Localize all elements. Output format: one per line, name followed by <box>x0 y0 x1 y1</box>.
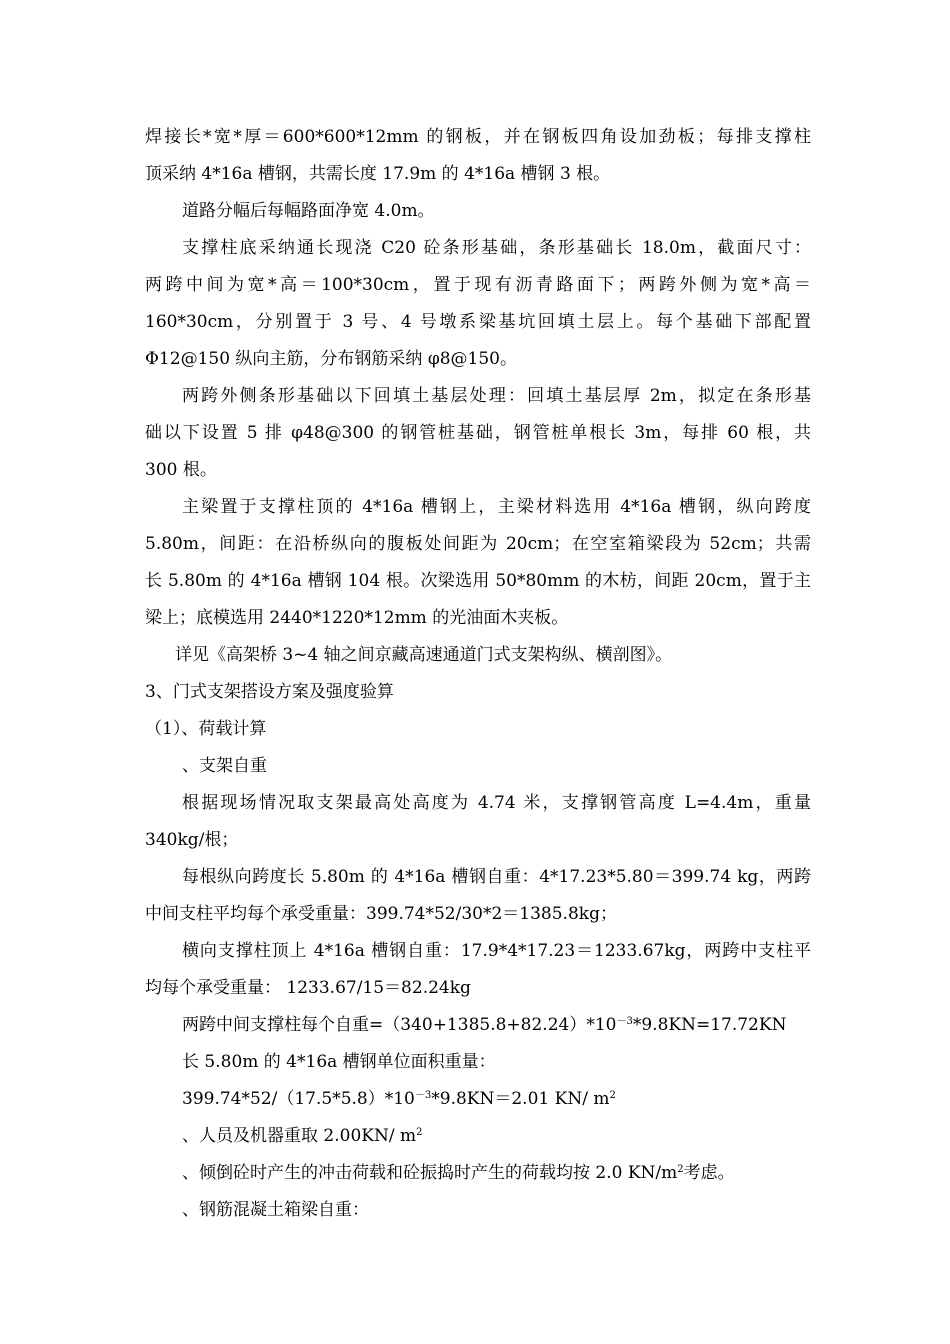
paragraph-line: 支撑柱底采纳通长现浇 C20 砼条形基础，条形基础长 18.0m，截面尺寸： <box>182 238 811 258</box>
paragraph-line: 础以下设置 5 排 φ48@300 的钢管桩基础，钢管桩单根长 3m，每排 60 根，共 <box>145 423 811 443</box>
paragraph-line: 均每个承受重量： 1233.67/15＝82.24kg <box>145 978 471 998</box>
formula-text: *9.8KN=17.72KN <box>632 1015 787 1035</box>
formula-text: *9.8KN＝2.01 KN/ m <box>431 1089 610 1109</box>
item-line <box>182 1125 811 1147</box>
paragraph-line: 长 5.80m 的 4*16a 槽钢 104 根。次梁选用 50*80mm 的木枋，间距 20cm，置于主 <box>145 571 811 591</box>
item-text: 、倾倒砼时产生的冲击荷载和砼振捣时产生的荷载均按 2.0 KN/m <box>182 1163 678 1183</box>
exponent: －3 <box>414 1090 432 1101</box>
paragraph-line: 两跨中间为宽*高＝100*30cm，置于现有沥青路面下；两跨外侧为宽*高＝ <box>145 275 811 295</box>
paragraph-line: 长 5.80m 的 4*16a 槽钢单位面积重量： <box>182 1052 496 1072</box>
exponent: 2 <box>677 1164 684 1175</box>
paragraph-line: 中间支柱平均每个承受重量：399.74*52/30*2＝1385.8kg； <box>145 904 617 924</box>
paragraph-line: 根据现场情况取支架最高处高度为 4.74 米，支撑钢管高度 L=4.4m，重量 <box>182 793 811 813</box>
paragraph-line: 300 根。 <box>145 460 217 480</box>
paragraph-line: 顶采纳 4*16a 槽钢，共需长度 17.9m 的 4*16a 槽钢 3 根。 <box>145 164 611 184</box>
item-line <box>182 1162 811 1184</box>
paragraph-line: 焊接长*宽*厚＝600*600*12mm 的钢板，并在钢板四角设加劲板；每排支撑柱 <box>145 127 811 147</box>
formula-text: 两跨中间支撑柱每个自重=（340+1385.8+82.24）*10 <box>182 1015 617 1035</box>
formula-text: 399.74*52/（17.5*5.8）*10 <box>182 1089 415 1109</box>
reference-line: 详见《高架桥 3~4 轴之间京藏高速通道门式支架构纵、横剖图》。 <box>175 645 673 665</box>
section-heading: 3、门式支架搭设方案及强度验算 <box>145 682 394 702</box>
item-text: 、人员及机器重取 2.00KN/ m <box>182 1126 417 1146</box>
exponent: －3 <box>616 1016 633 1027</box>
item-heading: 、支架自重 <box>182 756 267 776</box>
paragraph-line: Φ12@150 纵向主筋，分布钢筋采纳 φ8@150。 <box>145 349 517 369</box>
paragraph-line: 160*30cm，分别置于 3 号、4 号墩系梁基坑回填土层上。每个基础下部配置 <box>145 312 811 332</box>
item-text: 考虑。 <box>683 1163 735 1183</box>
exponent: 2 <box>416 1127 423 1138</box>
subsection-heading: （1）、荷载计算 <box>145 719 267 739</box>
paragraph-line: 340kg/根； <box>145 830 239 850</box>
paragraph-line: 道路分幅后每幅路面净宽 4.0m。 <box>182 201 435 221</box>
paragraph-line: 每根纵向跨度长 5.80m 的 4*16a 槽钢自重：4*17.23*5.80＝399.74 kg，两跨 <box>182 867 811 887</box>
formula-line <box>182 1088 811 1110</box>
item-heading: 、钢筋混凝土箱梁自重： <box>182 1200 369 1220</box>
paragraph-line: 梁上；底模选用 2440*1220*12mm 的光油面木夹板。 <box>145 608 569 628</box>
exponent: 2 <box>609 1090 616 1101</box>
paragraph-line: 主梁置于支撑柱顶的 4*16a 槽钢上，主梁材料选用 4*16a 槽钢，纵向跨度 <box>182 497 811 517</box>
paragraph-line: 两跨外侧条形基础以下回填土基层处理：回填土基层厚 2m，拟定在条形基 <box>182 386 811 406</box>
paragraph-line: 5.80m，间距：在沿桥纵向的腹板处间距为 20cm；在空室箱梁段为 52cm；共需 <box>145 534 811 554</box>
paragraph-line: 横向支撑柱顶上 4*16a 槽钢自重：17.9*4*17.23＝1233.67kg，两跨中支柱平 <box>182 941 811 961</box>
formula-line <box>182 1014 811 1036</box>
